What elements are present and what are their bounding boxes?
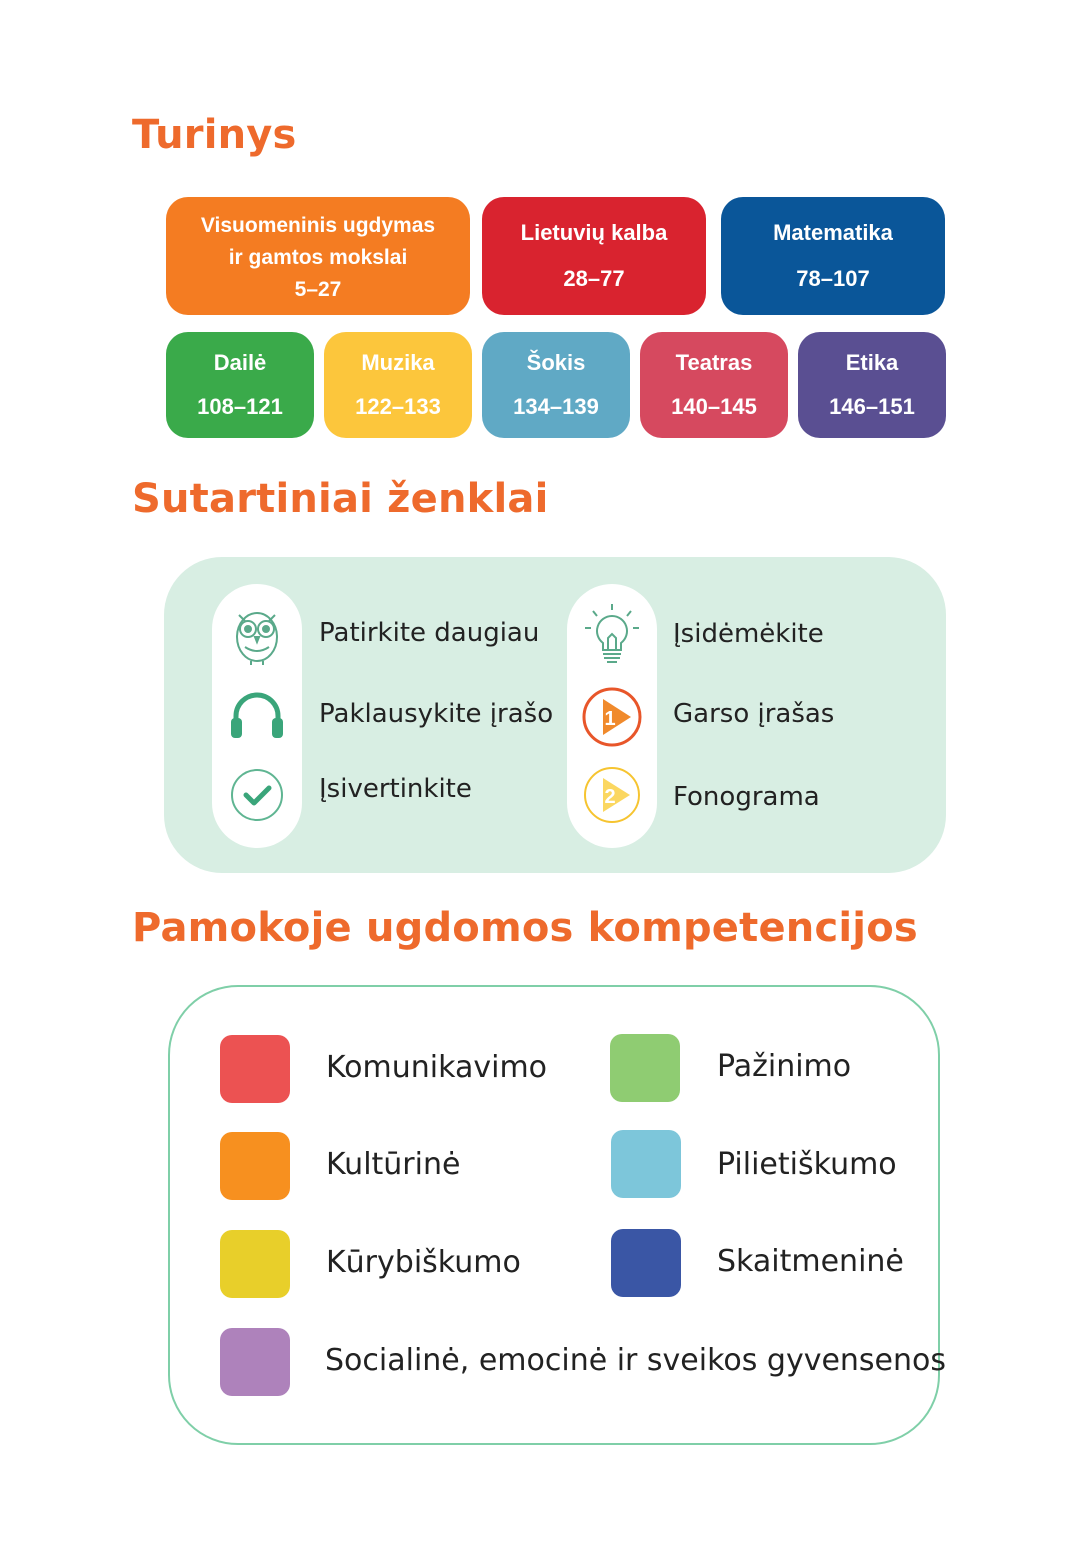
competency-label-cultural: Kultūrinė xyxy=(326,1147,461,1182)
subject-tile-lithuanian[interactable] xyxy=(482,197,706,315)
subject-name-line: ir gamtos mokslai xyxy=(228,246,408,269)
subject-name: Lietuvių kalba xyxy=(520,220,668,245)
subject-tile-theatre[interactable] xyxy=(640,332,788,438)
subject-name: Šokis xyxy=(526,350,586,375)
subject-pages: 140–145 xyxy=(671,394,757,419)
subject-name: Dailė xyxy=(213,350,267,375)
legend-label-audio: Garso įrašas xyxy=(673,699,835,729)
competency-swatch-communication xyxy=(220,1035,290,1103)
audio-badge-number: 1 xyxy=(604,708,616,730)
subject-name-line: Visuomeninis ugdymas xyxy=(200,214,436,237)
competency-swatch-digital xyxy=(611,1229,681,1297)
phonogram-badge-number: 2 xyxy=(604,786,616,808)
legend-label-self-assess: Įsivertinkite xyxy=(319,774,472,804)
competency-swatch-citizenship xyxy=(611,1130,681,1198)
subject-pages: 134–139 xyxy=(513,394,599,419)
competency-swatch-cognition xyxy=(610,1034,680,1102)
subject-pages: 78–107 xyxy=(796,266,870,291)
legend-label-phonogram: Fonograma xyxy=(673,782,820,812)
subject-pages: 146–151 xyxy=(829,394,915,419)
competency-label-cognition: Pažinimo xyxy=(717,1049,852,1084)
competency-label-citizenship: Pilietiškumo xyxy=(717,1147,897,1182)
competency-label-creativity: Kūrybiškumo xyxy=(326,1245,521,1280)
competency-label-communication: Komunikavimo xyxy=(326,1050,548,1085)
subject-tile-music[interactable] xyxy=(324,332,472,438)
competency-swatch-social-emotional xyxy=(220,1328,290,1396)
subject-name: Muzika xyxy=(361,350,435,375)
legend-label-learn-more: Patirkite daugiau xyxy=(319,618,540,648)
subject-tile-ethics[interactable] xyxy=(798,332,946,438)
legend-label-listen: Paklausykite įrašo xyxy=(319,699,554,729)
subject-pages: 122–133 xyxy=(355,394,441,419)
headphones-icon xyxy=(226,684,288,746)
checkmark-circle-icon xyxy=(226,764,288,826)
subject-tile-social-science[interactable] xyxy=(166,197,470,315)
lightbulb-icon xyxy=(581,604,643,666)
subject-name: Teatras xyxy=(675,350,753,375)
subject-tile-mathematics[interactable] xyxy=(721,197,945,315)
owl-icon xyxy=(226,605,288,667)
competencies-title: Pamokoje ugdomos kompetencijos xyxy=(132,905,918,951)
competency-label-digital: Skaitmeninė xyxy=(717,1244,904,1279)
competency-swatch-creativity xyxy=(220,1230,290,1298)
audio-play-icon xyxy=(581,686,643,748)
phonogram-play-icon xyxy=(581,764,643,826)
subject-tile-dance[interactable] xyxy=(482,332,630,438)
subject-pages: 28–77 xyxy=(563,266,625,291)
subject-name: Matematika xyxy=(773,220,893,245)
subject-pages: 5–27 xyxy=(294,278,342,301)
legend-label-remember: Įsidėmėkite xyxy=(673,619,824,649)
subject-name: Etika xyxy=(845,350,899,375)
competency-label-social-emotional: Socialinė, emocinė ir sveikos gyvensenos xyxy=(325,1343,947,1378)
competency-swatch-cultural xyxy=(220,1132,290,1200)
legend-title: Sutartiniai ženklai xyxy=(132,476,549,522)
subject-pages: 108–121 xyxy=(197,394,283,419)
subject-tile-art[interactable] xyxy=(166,332,314,438)
legend-panel xyxy=(164,557,946,873)
contents-title: Turinys xyxy=(132,112,297,158)
